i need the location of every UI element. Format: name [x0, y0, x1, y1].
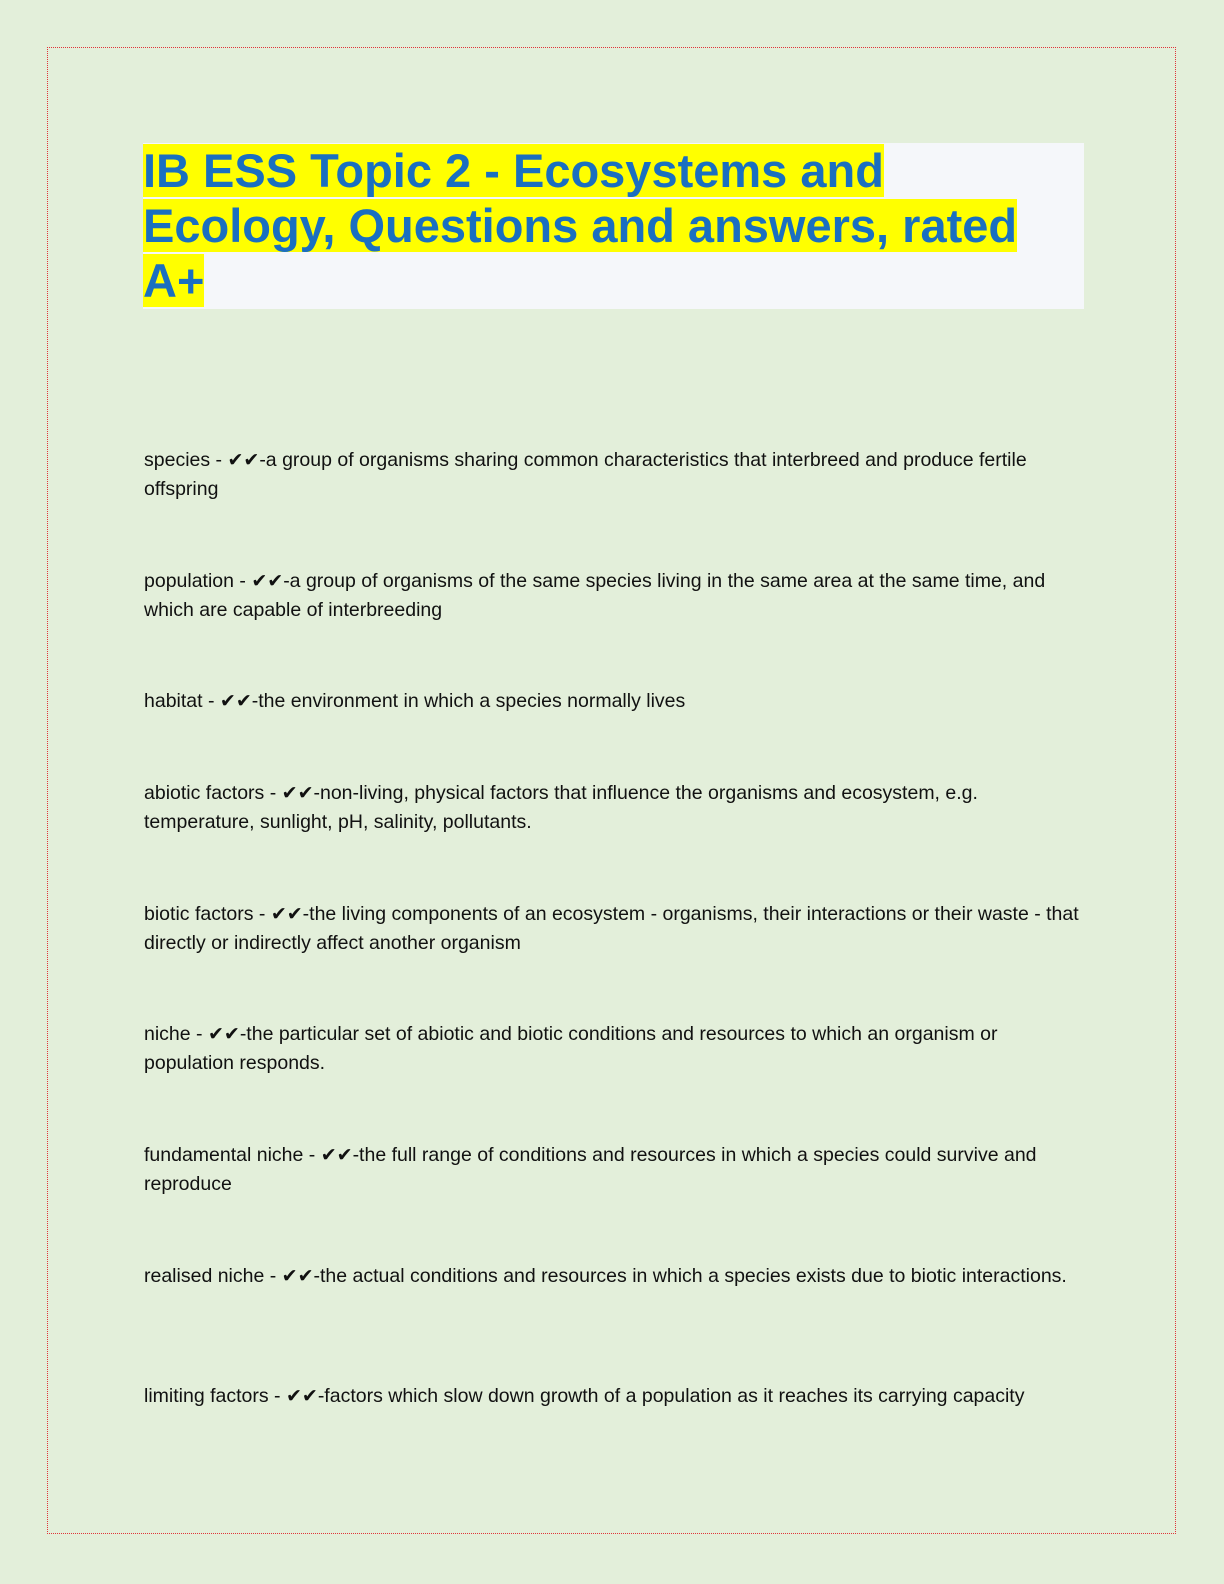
definition-entry: [144, 687, 1084, 716]
check-mark-icon: ✔✔: [281, 1265, 314, 1287]
check-mark-icon: ✔✔: [251, 570, 284, 592]
title-block: [143, 143, 1084, 309]
entry-definition: -a group of organisms sharing common characteristics that interbreed and produce fertile offspring: [144, 449, 1027, 500]
entry-definition: -the environment in which a species normally lives: [251, 690, 686, 712]
entry-term: population: [144, 570, 234, 592]
entry-separator: -: [268, 1385, 286, 1407]
check-mark-icon: ✔✔: [270, 903, 303, 925]
definition-entry: [144, 1262, 1084, 1291]
entry-definition: -factors which slow down growth of a population as it reaches its carrying capacity: [317, 1385, 1025, 1407]
definition-entry: [144, 567, 1084, 625]
check-mark-icon: ✔✔: [285, 1385, 318, 1407]
check-mark-icon: ✔✔: [219, 690, 252, 712]
entry-definition: -the full range of conditions and resources in which a species could survive and reproduce: [144, 1144, 1037, 1195]
entry-term: limiting factors: [144, 1385, 269, 1407]
entry-separator: -: [202, 690, 220, 712]
entry-term: niche: [144, 1023, 191, 1045]
check-mark-icon: ✔✔: [281, 782, 314, 804]
entry-term: species: [144, 449, 211, 471]
entry-separator: -: [234, 570, 252, 592]
entry-definition: -the actual conditions and resources in which a species exists due to biotic interactions.: [313, 1265, 1067, 1287]
definition-entry: [144, 446, 1084, 504]
check-mark-icon: ✔✔: [207, 1023, 240, 1045]
entry-term: fundamental niche: [144, 1144, 304, 1166]
entry-separator: -: [190, 1023, 208, 1045]
entry-term: realised niche: [144, 1265, 265, 1287]
title-highlight: IB ESS Topic 2 - Ecosystems and Ecology, Questions and answers, rated A+: [143, 144, 1018, 307]
entry-separator: -: [303, 1144, 321, 1166]
entry-term: biotic factors: [144, 903, 254, 925]
definition-entry: [144, 779, 1084, 837]
document-title: [143, 143, 1084, 308]
entry-definition: -non-living, physical factors that influence the organisms and ecosystem, e.g. temperature, sunlight, pH, salinity, pollutants.: [144, 782, 978, 833]
entry-separator: -: [253, 903, 271, 925]
definition-entry: [144, 1141, 1084, 1199]
entry-definition: -a group of organisms of the same species living in the same area at the same time, and which are capable of interbreeding: [144, 570, 1046, 621]
entry-separator: -: [264, 1265, 282, 1287]
definition-entry: [144, 1020, 1084, 1078]
check-mark-icon: ✔✔: [227, 449, 260, 471]
entry-term: habitat: [144, 690, 203, 712]
entry-term: abiotic factors: [144, 782, 265, 804]
entry-definition: -the living components of an ecosystem - organisms, their interactions or their waste - that directly or indirectly affect another organism: [144, 903, 1079, 954]
entry-separator: -: [210, 449, 228, 471]
definition-entry: [144, 1382, 1084, 1411]
entry-separator: -: [264, 782, 282, 804]
definition-entry: [144, 900, 1084, 958]
check-mark-icon: ✔✔: [320, 1144, 353, 1166]
entry-definition: -the particular set of abiotic and biotic conditions and resources to which an organism or population responds.: [144, 1023, 998, 1074]
